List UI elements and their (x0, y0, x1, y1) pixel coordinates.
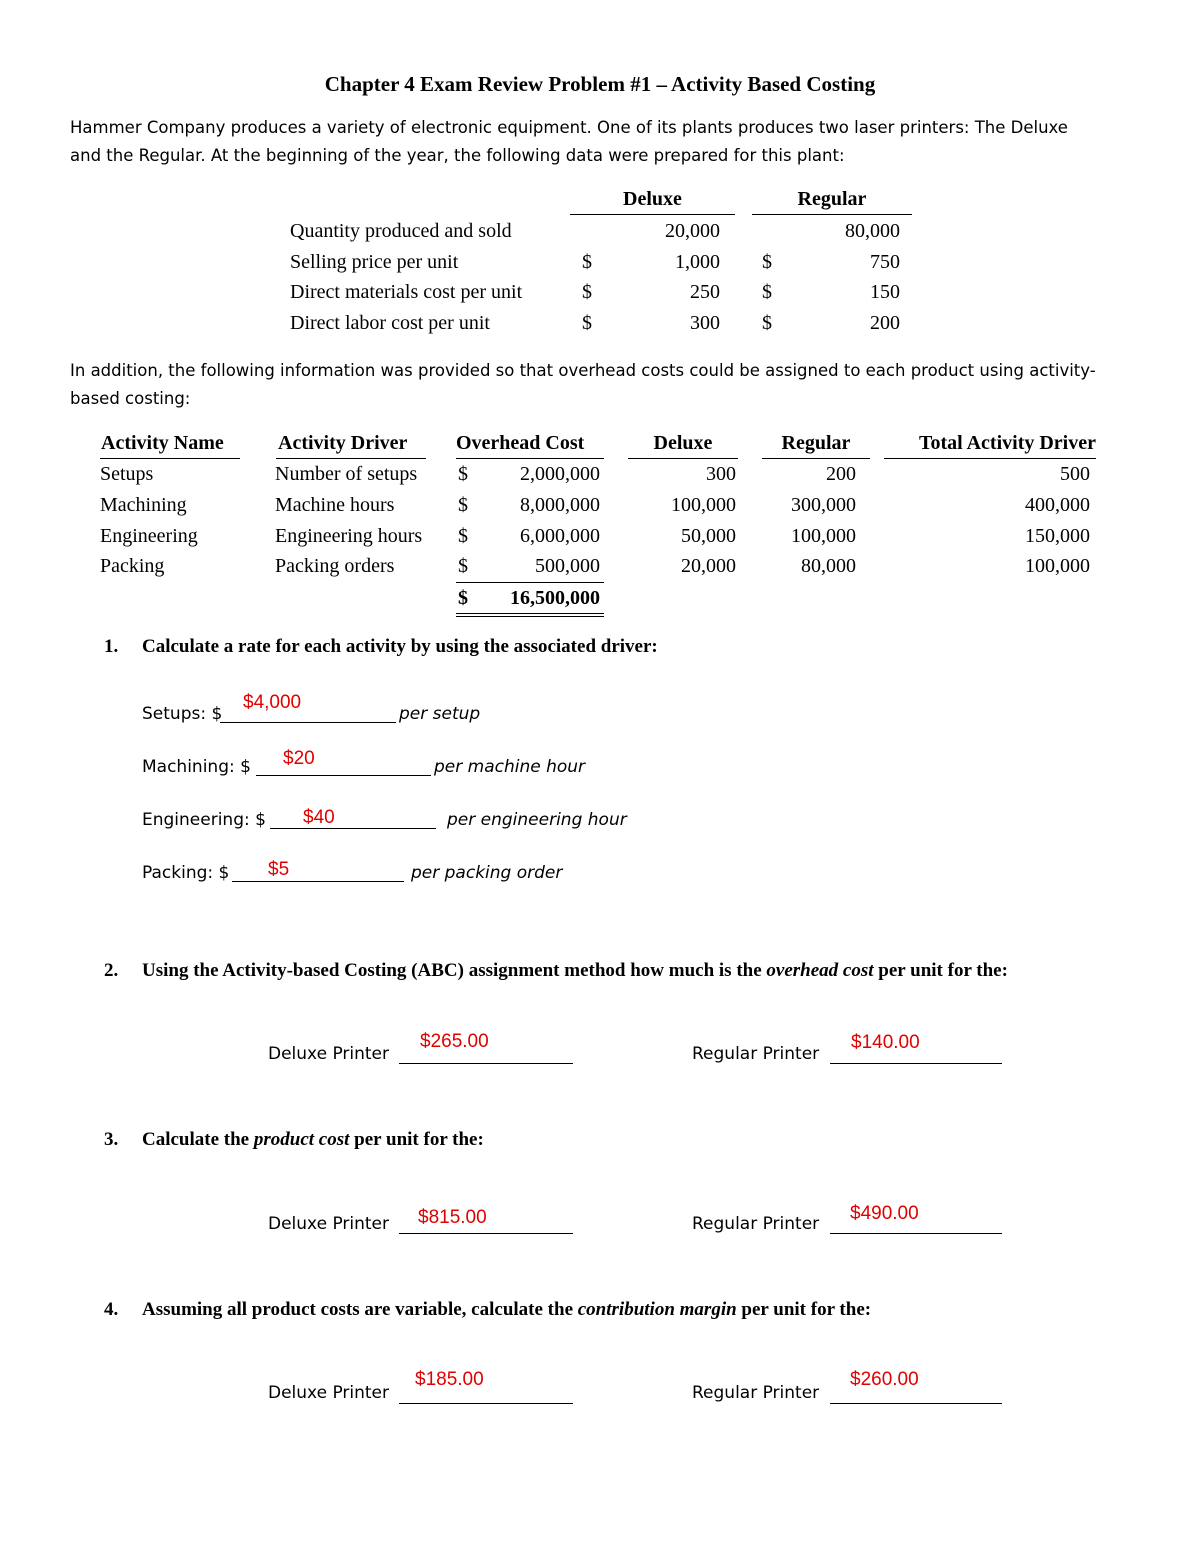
rate-label-packing: Packing: $ (142, 863, 230, 883)
page-title: Chapter 4 Exam Review Problem #1 – Activity Based Costing (324, 72, 876, 96)
regular-answer[interactable]: $260.00 (850, 1369, 919, 1390)
question-text: Using the Activity-based Costing (ABC) assignment method how much is the overhead cost per unit for the: (142, 960, 1008, 981)
product-row-regular: 150 (870, 281, 900, 303)
activity-row-regular: 80,000 (801, 555, 856, 577)
activity-row-name: Setups (100, 463, 154, 485)
activity-header-driver: Activity Driver (278, 432, 408, 454)
rate-answer-engineering[interactable]: $40 (303, 807, 335, 828)
activity-row-driver: Engineering hours (275, 525, 423, 547)
activity-row-total: 150,000 (1025, 525, 1090, 547)
product-row-regular-currency: $ (762, 251, 772, 273)
question-text: Calculate a rate for each activity by using the associated driver: (142, 636, 658, 657)
activity-row-regular: 100,000 (791, 525, 856, 547)
rate-unit-setups: per setup (399, 704, 481, 724)
activity-header-name: Activity Name (101, 432, 224, 454)
activity-row-deluxe: 100,000 (671, 494, 736, 516)
activity-row-total: 400,000 (1025, 494, 1090, 516)
activity-row-total: 100,000 (1025, 555, 1090, 577)
activity-total-currency: $ (458, 587, 468, 609)
activity-row-currency: $ (458, 463, 468, 485)
deluxe-answer[interactable]: $265.00 (420, 1031, 489, 1052)
rate-unit-machining: per machine hour (434, 757, 586, 777)
product-row-regular: 750 (870, 251, 900, 273)
activity-row-deluxe: 300 (706, 463, 736, 485)
activity-row-name: Machining (100, 494, 187, 516)
regular-answer[interactable]: $140.00 (851, 1032, 920, 1053)
question-number: 4. (104, 1299, 119, 1320)
product-row-regular: 80,000 (845, 220, 900, 242)
product-row-deluxe-currency: $ (582, 281, 592, 303)
activity-row-cost: 6,000,000 (520, 525, 600, 547)
intro-line-1: Hammer Company produces a variety of electronic equipment. One of its plants produces two laser printers: The Deluxe (70, 118, 1068, 137)
rate-answer-machining[interactable]: $20 (283, 748, 315, 769)
product-row-regular-currency: $ (762, 312, 772, 334)
deluxe-printer-label: Deluxe Printer (268, 1383, 390, 1403)
deluxe-printer-label: Deluxe Printer (268, 1044, 390, 1064)
addition-line-2: based costing: (70, 389, 191, 408)
rate-label-setups: Setups: $ (142, 704, 223, 724)
activity-row-currency: $ (458, 525, 468, 547)
activity-header-regular: Regular (781, 432, 851, 454)
activity-total-cost: 16,500,000 (510, 587, 600, 609)
product-row-label: Selling price per unit (290, 251, 459, 273)
question-number: 2. (104, 960, 119, 981)
product-header-regular: Regular (797, 188, 867, 210)
regular-printer-label: Regular Printer (692, 1214, 820, 1234)
question-number: 1. (104, 636, 119, 657)
deluxe-printer-label: Deluxe Printer (268, 1214, 390, 1234)
activity-row-name: Engineering (100, 525, 198, 547)
product-row-regular: 200 (870, 312, 900, 334)
activity-row-cost: 8,000,000 (520, 494, 600, 516)
rate-label-machining: Machining: $ (142, 757, 251, 777)
rate-label-engineering: Engineering: $ (142, 810, 266, 830)
product-row-deluxe: 1,000 (675, 251, 720, 273)
activity-row-currency: $ (458, 494, 468, 516)
product-row-deluxe-currency: $ (582, 251, 592, 273)
product-row-deluxe: 300 (690, 312, 720, 334)
activity-row-driver: Packing orders (275, 555, 395, 577)
rate-unit-packing: per packing order (411, 863, 563, 883)
activity-row-deluxe: 20,000 (681, 555, 736, 577)
rate-answer-setups[interactable]: $4,000 (243, 692, 302, 713)
product-row-deluxe-currency: $ (582, 312, 592, 334)
intro-line-2: and the Regular. At the beginning of the year, the following data were prepared for this plant: (70, 146, 845, 165)
product-row-label: Direct labor cost per unit (290, 312, 490, 334)
activity-row-cost: 500,000 (535, 555, 600, 577)
question-number: 3. (104, 1129, 119, 1150)
activity-row-regular: 300,000 (791, 494, 856, 516)
activity-row-total: 500 (1060, 463, 1090, 485)
rate-answer-packing[interactable]: $5 (268, 859, 290, 880)
product-row-label: Quantity produced and sold (290, 220, 512, 242)
activity-row-name: Packing (100, 555, 165, 577)
activity-header-cost: Overhead Cost (456, 432, 585, 454)
product-row-deluxe: 20,000 (665, 220, 720, 242)
regular-printer-label: Regular Printer (692, 1383, 820, 1403)
activity-header-deluxe: Deluxe (653, 432, 713, 454)
activity-row-currency: $ (458, 555, 468, 577)
product-row-deluxe: 250 (690, 281, 720, 303)
deluxe-answer[interactable]: $815.00 (418, 1207, 487, 1228)
regular-answer[interactable]: $490.00 (850, 1203, 919, 1224)
product-row-regular-currency: $ (762, 281, 772, 303)
addition-line-1: In addition, the following information was provided so that overhead costs could be assigned to each product using activity- (70, 361, 1096, 380)
activity-row-cost: 2,000,000 (520, 463, 600, 485)
activity-header-total: Total Activity Driver (918, 432, 1096, 454)
question-text: Assuming all product costs are variable, calculate the contribution margin per unit for the: (142, 1299, 872, 1320)
product-row-label: Direct materials cost per unit (290, 281, 523, 303)
activity-row-driver: Number of setups (275, 463, 418, 485)
regular-printer-label: Regular Printer (692, 1044, 820, 1064)
product-header-deluxe: Deluxe (623, 188, 682, 210)
activity-row-deluxe: 50,000 (681, 525, 736, 547)
activity-row-driver: Machine hours (275, 494, 395, 516)
question-text: Calculate the product cost per unit for the: (142, 1129, 484, 1150)
rate-unit-engineering: per engineering hour (447, 810, 627, 830)
activity-row-regular: 200 (826, 463, 856, 485)
deluxe-answer[interactable]: $185.00 (415, 1369, 484, 1390)
